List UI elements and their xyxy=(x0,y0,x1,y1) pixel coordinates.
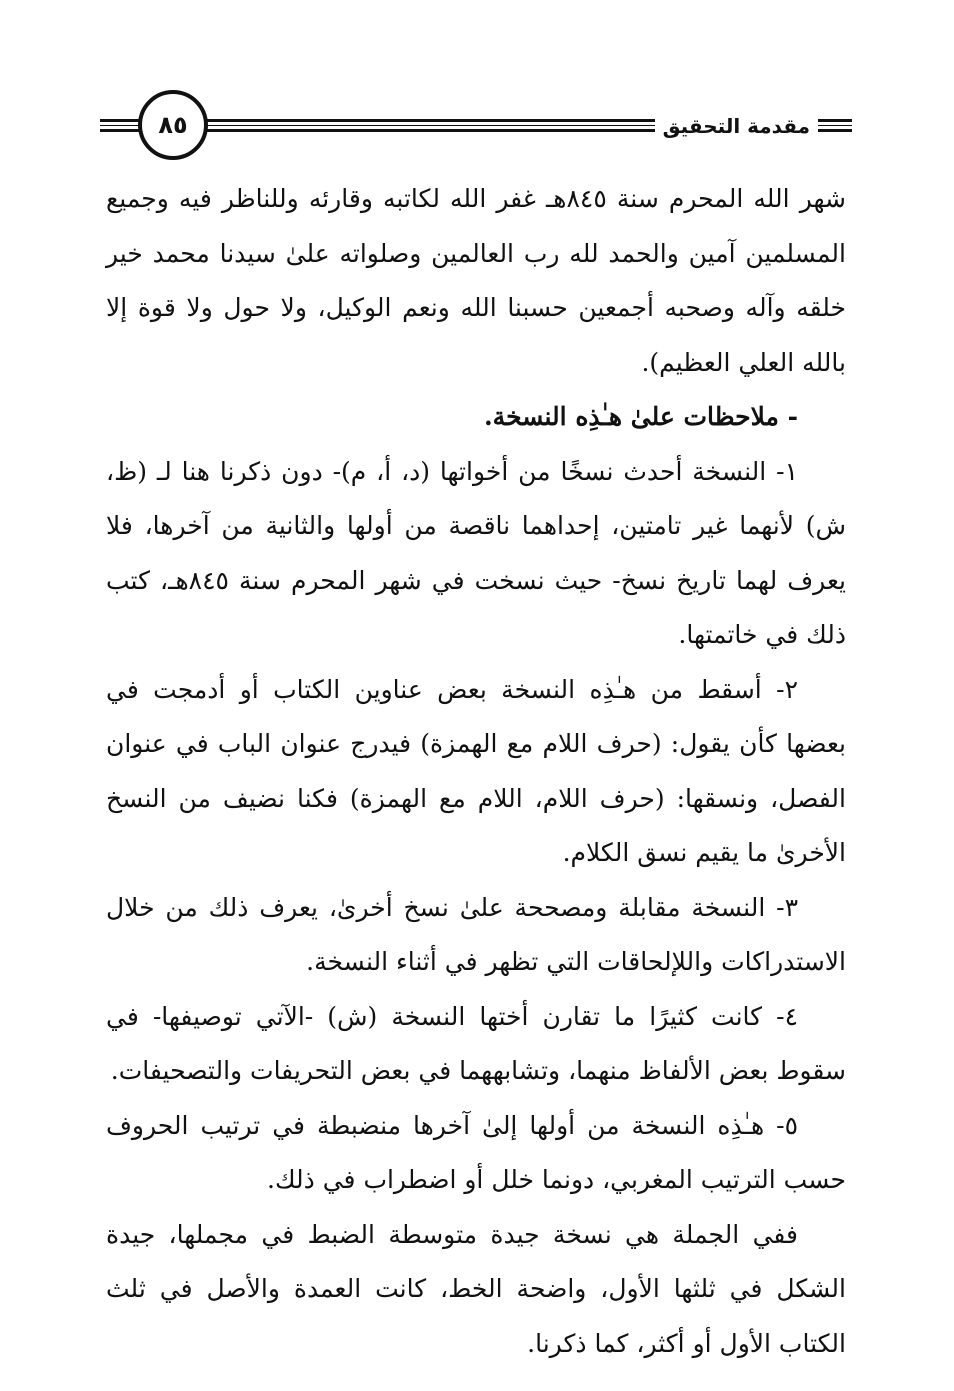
note-item-2: ٢- أسقط من هـٰذِه النسخة بعض عناوين الكتاب أو أدمجت في بعضها كأن يقول: (حرف اللام مع الهمزة) فيدرج عنوان الباب في عنوان الفصل، ونسقها: (حرف اللام، اللام مع الهمزة) فكنا نضيف من النسخ الأخرىٰ ما يقيم نسق الكلام. xyxy=(106,674,846,867)
note-item-3: ٣- النسخة مقابلة ومصححة علىٰ نسخ أخرىٰ، يعرف ذلك من خلال الاستدراكات واللإلحاقات التي تظهر في أثناء النسخة. xyxy=(106,892,846,976)
paragraph-colophon-end: شهر الله المحرم سنة ٨٤٥هـ غفر الله لكاتبه وقارئه وللناظر فيه وجميع المسلمين آمين والحمد لله رب العالمين وصلواته علىٰ سيدنا محمد خير خلقه وآله وصحبه أجمعين حسبنا الله ونعم الوكيل، ولا حول ولا قوة إلا بالله العلي العظيم). xyxy=(106,184,846,377)
note-item-5: ٥- هـٰذِه النسخة من أولها إلىٰ آخرها منضبطة في ترتيب الحروف حسب الترتيب المغربي، دونما خلل أو اضطراب في ذلك. xyxy=(106,1110,846,1194)
page-header xyxy=(100,88,852,166)
page-number-badge xyxy=(138,90,208,160)
main-text xyxy=(106,172,846,1371)
notes-heading: - ملاحظات علىٰ هـٰذِه النسخة. xyxy=(483,402,798,431)
page-number: ٨٥ xyxy=(158,111,188,139)
note-item-4: ٤- كانت كثيرًا ما تقارن أختها النسخة (ش) -الآتي توصيفها- في سقوط بعض الألفاظ منهما، وتشابههما في بعض التحريفات والتصحيفات. xyxy=(106,1001,846,1085)
section-title: مقدمة التحقيق xyxy=(655,114,818,138)
note-item-1: ١- النسخة أحدث نسخًا من أخواتها (د، أ، م)- دون ذكرنا هنا لـ (ظ، ش) لأنهما غير تامتين، إحداهما ناقصة من أولها والثانية من آخرها، فلا يعرف لهما تاريخ نسخ- حيث نسخت في شهر المحرم سنة ٨٤٥هـ، كتب ذلك في خاتمتها. xyxy=(106,456,846,649)
paragraph-summary: ففي الجملة هي نسخة جيدة متوسطة الضبط في مجملها، جيدة الشكل في ثلثها الأول، واضحة الخط، كانت العمدة والأصل في ثلث الكتاب الأول أو أكثر، كما ذكرنا. xyxy=(106,1219,846,1358)
